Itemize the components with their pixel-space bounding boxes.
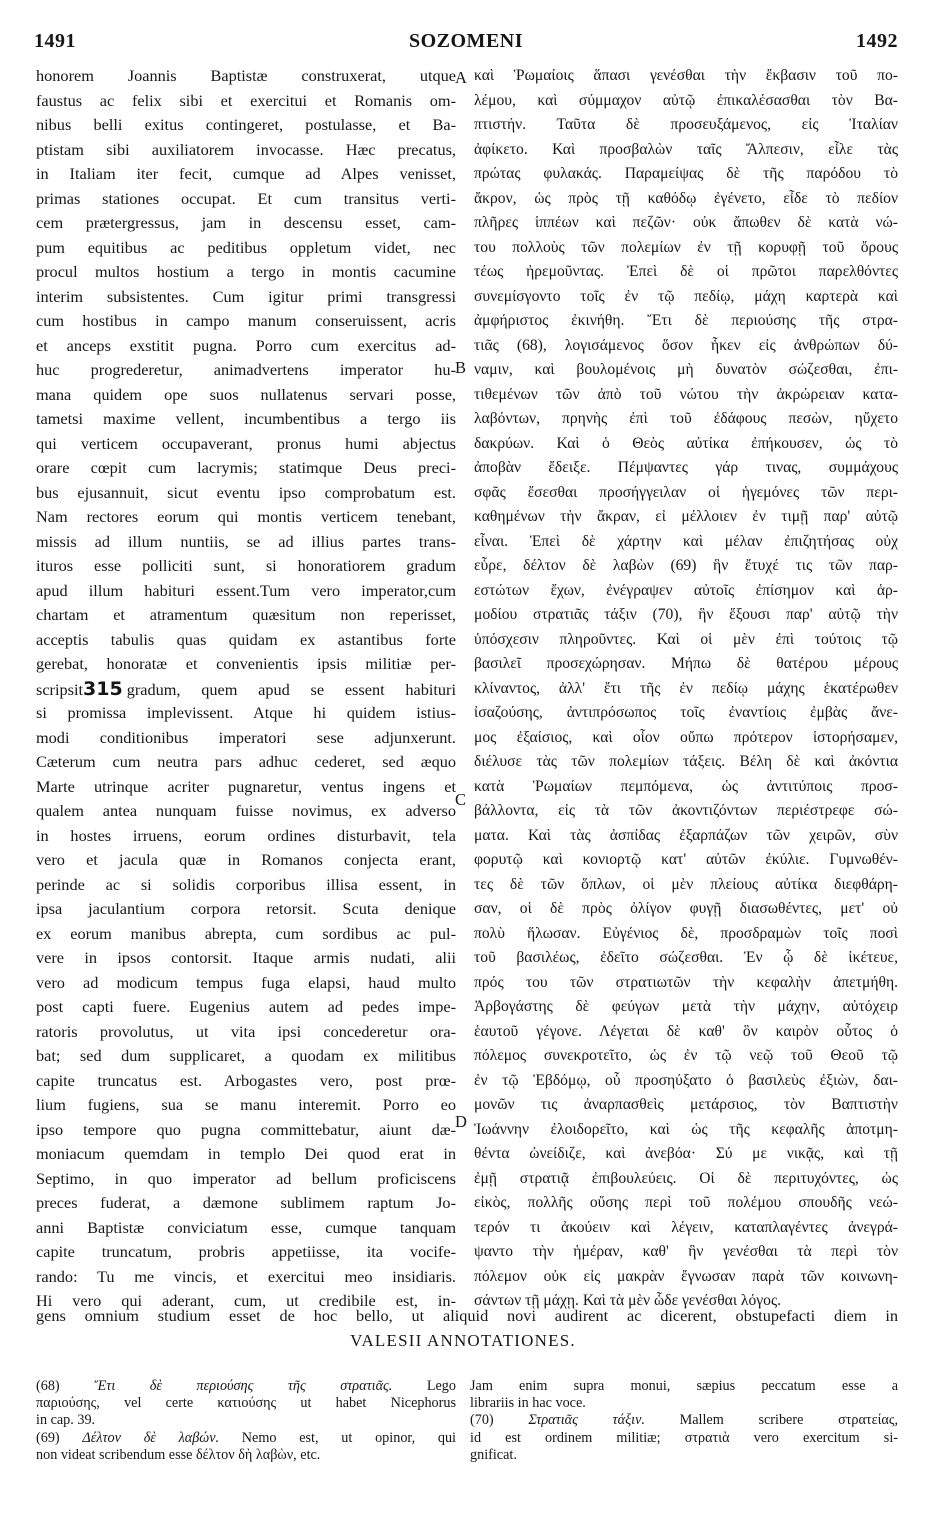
latin-line: Cæterum cum neutra pars adhuc cederet, sed æquo	[36, 752, 456, 771]
greek-line: θέντα ὠνείδιζε, καὶ ἀνεβόα· Σύ με νικᾷς, καὶ τῇ	[474, 1145, 898, 1162]
greek-line: μονῶν τις ἀναρπασθεὶς μετάρσιος, τὸν Βαπτιστὴν	[474, 1096, 898, 1113]
margin-marker-d: D	[455, 1112, 467, 1131]
page-header	[34, 30, 898, 60]
annotations-title: VALESII ANNOTATIONES.	[350, 1331, 576, 1350]
page-number-left: 1491	[34, 30, 76, 52]
greek-column	[474, 64, 898, 1314]
latin-line: lium fugiens, sua se manu interemit. Porro eo	[36, 1095, 456, 1114]
greek-line: βάλλοντα, εἰς τὰ τῶν ἀκοντιζόντων περιέστρεφε σώ-	[474, 802, 898, 819]
greek-line: λέμου, καὶ σύμμαχον αὐτῷ ἐπικαλέσασθαι τὸν Βα-	[474, 91, 898, 109]
latin-line: apud illum habituri essent.Tum vero imperator,cum	[36, 580, 456, 600]
note-line	[470, 1412, 898, 1429]
note-number: (70)	[470, 1412, 529, 1429]
latin-line: pum equitibus ac peditibus oppletum videt, nec	[36, 237, 456, 257]
latin-line: capite truncatus est. Arbogastes vero, post prœ-	[36, 1070, 456, 1090]
greek-line: λαβόντων, πρηνὴς ἐπὶ τοῦ ἐδάφους πεσὼν, ηὔχετο	[474, 410, 898, 427]
latin-line: vere in ipsos contorsit. Itaque armis nudati, alii	[36, 948, 456, 967]
latin-line: Hi vero qui aderant, cum, ut credibile est, in-	[36, 1291, 456, 1310]
greek-line: καθημένων τὴν ἄκραν, εἰ μέλλοιεν ἐν τιμῇ παρ' αὐτῷ	[474, 508, 898, 525]
greek-line: τιᾶς (68), λογισάμενος ὅσον ἧκεν εἰς ἀνθρώπων δύ-	[474, 336, 898, 354]
greek-line: ἄκρον, ὡς πρὸς τῇ καθόδῳ ἐγένετο, εἶδε τὸ πεδίον	[474, 189, 898, 207]
latin-line: Marte utrinque acriter pugnaretur, ventus ingens et	[36, 776, 456, 796]
latin-line: post capti fuere. Eugenius autem ad pedes impe-	[36, 997, 456, 1016]
latin-line: ex eorum manibus abrepta, cum sordibus ac pul-	[36, 923, 456, 943]
note-line	[470, 1447, 898, 1464]
latin-line: interim subsistentes. Cum igitur primi transgressi	[36, 286, 456, 306]
latin-line: orare cœpit cum lacrymis; statimque Deus preci-	[36, 458, 456, 477]
note-text: non videat scribendum esse δέλτον δὴ λαβὼν, etc.	[36, 1446, 321, 1463]
latin-line: modi conditionibus imperatori sese adjunxerunt.	[36, 727, 456, 747]
greek-line: Ἀρβογάστης δὲ φεύγων μετὰ τὴν μάχην, αὐτόχειρ	[474, 998, 898, 1015]
greek-line: πλῆρες ἱππέων καὶ πεζῶν· οὐκ ἄπωθεν δὲ κατὰ νώ-	[474, 214, 898, 231]
note-text: in cap. 39.	[36, 1412, 96, 1429]
note-text: gnificat.	[470, 1446, 517, 1463]
latin-line: et anceps exstitit pugna. Porro cum exercitus ad-	[36, 335, 456, 355]
greek-line: μος ἐξαίσιος, καὶ οἷον οὔπω πρότερον ἱστορήσαμεν,	[474, 728, 898, 746]
greek-line: ἰσαζούσης, ἀντιπρόσωπος τοῖς ἐναντίοις ἐμβὰς ἄνε-	[474, 704, 898, 721]
note-text: Mallem scribere στρατείας,	[644, 1412, 898, 1429]
greek-line: πόλεμον οὐκ εἰς μακρὰν ἔγνωσαν παρὰ τῶν κοινωνη-	[474, 1267, 898, 1285]
latin-line: qui verticem occupaverant, pronus humi abjectus	[36, 433, 456, 453]
greek-line: ὑπόσχεσιν πληροῦντες. Καὶ οἱ μὲν ἐπὶ τούτοις τῷ	[474, 630, 898, 648]
latin-line: bat; sed dum supplicaret, a quodam ex militibus	[36, 1046, 456, 1065]
greek-line: εἶναι. Ἐπεὶ δὲ χάρτην καὶ μέλαν ἐπιζητήσας οὐχ	[474, 532, 898, 550]
latin-line: cem prætergressus, jam in descensu esset, cam-	[36, 213, 456, 232]
greek-line: ἑαυτοῦ γέγονε. Λέγεται δὲ καθ' ὃν καιρὸν οὗτος ὁ	[474, 1022, 898, 1040]
column-number: 315	[83, 677, 123, 700]
latin-line: gerebat, honoratæ et convenientis ipsis militiæ per-	[36, 654, 456, 673]
greek-line: του πολλοὺς τῶν πολεμίων ἐν τῇ κορυφῇ τοῦ ὄρους	[474, 238, 898, 256]
latin-line: vero et jacula quæ in Romanos conjecta erant,	[36, 850, 456, 869]
greek-line: Ἰωάννην ἐλοιδορεῖτο, καὶ ὡς τῆς κεφαλῆς ἀποτμη-	[474, 1120, 898, 1138]
greek-line: διέλυσε τὰς τῶν πολεμίων τάξεις. Βέλη δὲ καὶ ἀκόντια	[474, 753, 898, 770]
latin-line: vero ad modicum tempus fuga elapsi, haud multo	[36, 972, 456, 992]
latin-line: anni Baptistæ conviciatum esse, cumque tanquam	[36, 1217, 456, 1237]
greek-line: τες δὲ τῶν ὅπλων, οἱ μὲν πλείους αὐτίκα διεφθάρη-	[474, 875, 898, 893]
greek-line: τερόν τι ἀκούειν καὶ λέγειν, καταπλαγέντες ἀνεγρά-	[474, 1218, 898, 1236]
latin-line-text: gradum, quem apud se essent habituri	[126, 679, 456, 699]
latin-line: acceptis tabulis quas quidam ex astantibus forte	[36, 629, 456, 649]
greek-line: τιθεμένων τῶν ἀπὸ τοῦ νώτου τὴν ἀκρώρειαν κατα-	[474, 385, 898, 403]
greek-line: συνεμίσγοντο τοῖς ἐν τῷ πεδίῳ, μάχη καρτερὰ καὶ	[474, 287, 898, 305]
greek-line: πρός του τῶν στρατιωτῶν τὴν κεφαλὴν ἀπετμήθη.	[474, 973, 898, 991]
margin-marker-b: B	[455, 358, 467, 377]
note-line	[36, 1412, 456, 1429]
greek-line: σφᾶς ἔσεσθαι προσήγγειλαν οἱ ἡγεμόνες τῶν περι-	[474, 483, 898, 501]
latin-line: ituros esse polliciti sunt, si honoratiorem gradum	[36, 556, 456, 575]
latin-line: ptistam sibi auxiliatorem invocasse. Hæc precatus,	[36, 139, 456, 159]
greek-line: σαν, οἱ δὲ πρὸς ὀλίγον φυγῇ διασωθέντες, μετ' οὐ	[474, 900, 898, 917]
note-lemma: Ἔτι δὲ περιούσης τῆς στρατιᾶς.	[94, 1378, 393, 1394]
greek-line: πόλεμος συνεκροτεῖτο, ὡς ἐν τῷ νεῷ τοῦ Θεοῦ τῷ	[474, 1047, 898, 1064]
latin-line: qualem antea nunquam fuisse novimus, ex adverso	[36, 801, 456, 820]
greek-line: κλίναντος, ἀλλ' ἔτι τῆς ἐν πεδίῳ μάχης ἑκατέρωθεν	[474, 679, 898, 697]
latin-line: mana quidem ope suos nullatenus servari posse,	[36, 384, 456, 404]
greek-line: ἀποβὰν ἔδειξε. Πέμψαντες γάρ τινας, συμμάχους	[474, 459, 898, 476]
note-number: (68)	[36, 1378, 95, 1394]
latin-line: tametsi maxime vellent, incumbentibus a tergo iis	[36, 409, 456, 428]
note-text: Lego	[392, 1378, 456, 1394]
note-line	[36, 1378, 456, 1395]
latin-line: huc progrederetur, animadvertens imperator hu-	[36, 360, 456, 379]
latin-line: capite truncatum, probris appetiisse, ita vocife-	[36, 1242, 456, 1261]
latin-line: honorem Joannis Baptistæ construxerat, utque	[36, 66, 456, 85]
greek-line: εστώτων ἔχων, ἐνέγραψεν αὐτοῖς ἐπίσημον καὶ ἁρ-	[474, 581, 898, 599]
latin-line: procul multos hostium a tergo in montis cacumine	[36, 262, 456, 281]
page-number-right: 1492	[856, 30, 898, 52]
latin-line	[36, 677, 456, 702]
greek-line: ἐμῇ στρατιᾷ ἐπιβουλεύεις. Οἱ δὲ περιτυχόντες, ὡς	[474, 1169, 898, 1187]
note-text: παριούσης, vel certe κατιούσης ut habet Nicephorus	[36, 1395, 456, 1412]
latin-line: si promissa implevissent. Atque hi quidem istius-	[36, 703, 456, 722]
note-lemma: Στρατιᾶς τάξιν.	[528, 1412, 645, 1429]
note-text: id est ordinem militiæ; στρατιὰ vero exercitum si-	[470, 1429, 898, 1446]
greek-line: πρώτας φυλακάς. Παραμείψας δὲ τῆς παρόδου τὸ	[474, 165, 898, 182]
notes-right-column	[470, 1378, 898, 1464]
greek-line: βασιλεῖ προσεχώρησαν. Μήπω δὲ θατέρου μέρους	[474, 655, 898, 672]
latin-line: bus ejusannuit, sicut eventu ipso comprobatum est.	[36, 482, 456, 502]
note-line	[470, 1378, 898, 1395]
latin-line: preces fuderat, a dæmone sublimem raptum Jo-	[36, 1193, 456, 1212]
note-line	[470, 1395, 898, 1412]
latin-line: ratoris provolutus, ut vita ipsi concederetur ora-	[36, 1021, 456, 1041]
greek-line: ψαντο τὴν ἡμέραν, καθ' ἣν γενέσθαι τὰ περὶ τὸν	[474, 1243, 898, 1260]
greek-line: δακρύων. Καὶ ὁ Θεὸς αὐτίκα ἐπήκουσεν, ὡς τὸ	[474, 434, 898, 452]
greek-line: ματα. Καὶ τὰς ἀσπίδας ἐξαρπάζων τῶν χειρῶν, σὺν	[474, 826, 898, 844]
latin-line: Septimo, in quo imperator ad bellum proficiscens	[36, 1168, 456, 1188]
latin-line: perinde ac si solidis corporibus illisa essent, in	[36, 874, 456, 894]
latin-line: primas stationes occupat. Et cum transitus verti-	[36, 188, 456, 208]
greek-line: ἀμφήριστος ἐκινήθη. Ἔτι δὲ περιούσης τῆς στρα-	[474, 312, 898, 329]
greek-line: ναμιν, καὶ βουλομένοις μὴ δυνατὸν σώζεσθαι, ἐπι-	[474, 361, 898, 378]
greek-line: καὶ Ῥωμαίοις ἅπασι γενέσθαι τὴν ἔκβασιν τοῦ πο-	[474, 67, 898, 84]
latin-line: moniacum quemdam in templo Dei quod erat in	[36, 1144, 456, 1163]
margin-marker-a: A	[455, 68, 467, 87]
latin-column	[36, 64, 456, 1314]
latin-line: rando: Tu me vincis, et exercitui meo insidiaris.	[36, 1266, 456, 1286]
latin-line: in hostes irruens, eorum ordines disturbavit, tela	[36, 825, 456, 845]
latin-line: cum hostibus in campo manum conseruissent, acris	[36, 311, 456, 330]
note-number: (69)	[36, 1429, 83, 1446]
greek-line: πολὺ ἥλωσαν. Εὐγένιος δὲ, προσδραμὼν τοῖς ποσὶ	[474, 924, 898, 942]
note-text: Jam enim supra monui, sæpius peccatum esse a	[470, 1378, 898, 1394]
note-lemma: Δέλτον δὲ λαβών.	[82, 1429, 220, 1446]
greek-line: τέως ἠρεμοῦντας. Ἐπεὶ δὲ οἱ πρῶτοι παρελθόντες	[474, 263, 898, 280]
note-line	[36, 1395, 456, 1412]
greek-line: φορυτῷ καὶ κονιορτῷ κατ' αὐτῶν ἐκύλιε. Γυμνωθέν-	[474, 851, 898, 868]
note-line	[36, 1447, 456, 1464]
greek-line: μοδίου στρατιᾶς τάξιν (70), ἣν ἕξουσι παρ' αὐτῷ τὴν	[474, 606, 898, 623]
latin-line: Nam rectores eorum qui montis verticem tenebant,	[36, 507, 456, 526]
note-text: Nemo est, ut opinor, qui	[219, 1429, 456, 1446]
greek-line: εἰκὸς, πολλῆς οὔσης περὶ τοῦ πολέμου σπουδῆς νεώ-	[474, 1194, 898, 1211]
latin-line: nibus belli exitus contingeret, postulasse, et Ba-	[36, 115, 456, 134]
greek-line: ἀφίκετο. Καὶ προσβαλὼν ταῖς Ἄλπεσιν, εἷλε τὰς	[474, 140, 898, 158]
note-text: librariis in hac voce.	[470, 1395, 586, 1412]
greek-line: κατὰ Ῥωμαίων πεμπόμενα, ὡς ἀντιτύποις προσ-	[474, 777, 898, 795]
scripsit-word: scripsit	[36, 679, 84, 699]
greek-line: τοῦ βασιλέως, ἐδεῖτο σώζεσθαι. Ἐν ᾧ δὲ ἱκέτευε,	[474, 949, 898, 966]
note-line	[470, 1430, 898, 1447]
greek-line: σάντων τῇ μάχῃ. Καὶ τὰ μὲν ὧδε γενέσθαι λόγος.	[474, 1292, 782, 1309]
latin-line: ipso tempore quo pugna committebatur, aiunt dæ-	[36, 1119, 456, 1139]
greek-line: πτιστήν. Ταῦτα δὲ προσευξάμενος, εἰς Ἰταλίαν	[474, 116, 898, 133]
greek-line: εὗρε, δέλτον δὲ λαβὼν (69) ἣν ἔτυχέ τις τῶν παρ-	[474, 557, 898, 574]
full-width-line: gens omnium studium esset de hoc bello, ut aliquid novi audirent ac dicerent, obstupefacti diem in	[36, 1306, 898, 1325]
notes-left-column	[36, 1378, 456, 1464]
latin-line: ipsa jaculantium corpora retorsit. Scuta denique	[36, 899, 456, 918]
running-head: SOZOMENI	[408, 30, 524, 52]
latin-line: in Italiam iter fecit, cumque ad Alpes venisset,	[36, 164, 456, 183]
margin-marker-c: C	[455, 790, 467, 809]
note-line	[36, 1430, 456, 1447]
latin-line: missis ad illum nuntiis, se ad illius partes trans-	[36, 531, 456, 551]
latin-line: chartam et atramentum quæsitum non reperisset,	[36, 605, 456, 624]
greek-line: ἐν τῷ Ἑβδόμῳ, οὗ προσηύξατο ὁ βασιλεὺς ἐξιὼν, δαι-	[474, 1071, 898, 1089]
latin-line: faustus ac felix sibi et exercitui et Romanis om-	[36, 90, 456, 110]
